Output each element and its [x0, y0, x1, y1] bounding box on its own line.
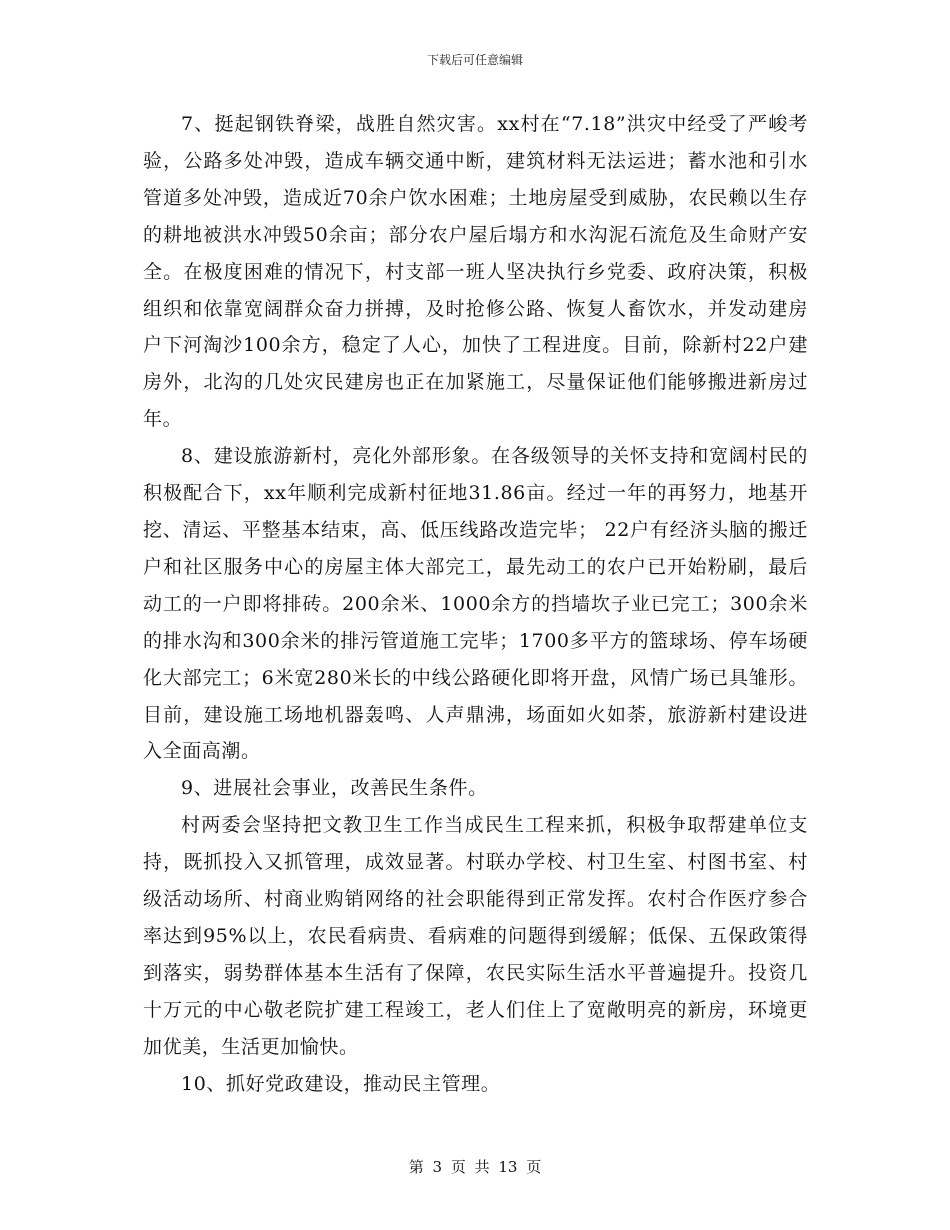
- paragraph-social-affairs: 村两委会坚持把文教卫生工作当成民生工程来抓，积极争取帮建单位支持，既抓投入又抓管理，成效显著。村联办学校、村卫生室、村图书室、村级活动场所、村商业购销网络的社会职能得到正常发挥。农村合作医疗参合率达到95%以上，农民看病贵、看病难的问题得到缓解；低保、五保政策得到落实，弱势群体基本生活有了保障，农民实际生活水平普遍提升。投资几十万元的中心敬老院扩建工程竣工，老人们住上了宽敞明亮的新房，环境更加优美，生活更加愉快。: [143, 814, 808, 1058]
- paragraph-tourism-village: 8、建设旅游新村，亮化外部形象。在各级领导的关怀支持和宽阔村民的积极配合下，xx年顺利完成新村征地31.86亩。经过一年的再努力，地基开挖、清运、平整基本结束，高、低压线路改造完毕； 22户有经济头脑的搬迁户和社区服务中心的房屋主体大部完工，最先动工的农户已开始粉刷，最后动工的一户即将排砖。200余米、1000余方的挡墙坎子业已完工；300余米的排水沟和300余米的排污管道施工完毕；1700多平方的篮球场、停车场硬化大部完工；6米宽280米长的中线公路硬化即将开盘，风情广场已具雏形。目前，建设施工场地机器轰鸣、人声鼎沸，场面如火如荼，旅游新村建设进入全面高潮。: [143, 445, 808, 763]
- paragraph-party-building: 10、抓好党政建设，推动民主管理。: [181, 1072, 501, 1095]
- paragraph-social-heading: 9、进展社会事业，改善民生条件。: [181, 777, 488, 800]
- paragraph-disaster-relief: 7、挺起钢铁脊梁，战胜自然灾害。xx村在“7.18”洪灾中经受了严峻考验，公路多处冲毁，造成车辆交通中断，建筑材料无法运进；蓄水池和引水管道多处冲毁，造成近70余户饮水困难；土地房屋受到威胁，农民赖以生存的耕地被洪水冲毁50余亩；部分农户屋后塌方和水沟泥石流危及生命财产安全。在极度困难的情况下，村支部一班人坚决执行乡党委、政府决策，积极组织和依靠宽阔群众奋力拼搏，及时抢修公路、恢复人畜饮水，并发动建房户下河淘沙100余方，稳定了人心，加快了工程进度。目前，除新村22户建房外，北沟的几处灾民建房也正在加紧施工，尽量保证他们能够搬进新房过年。: [143, 113, 808, 431]
- page-number: 第 3 页 共 13 页: [408, 1158, 542, 1176]
- document-body: [143, 106, 808, 1102]
- page-header: 下载后可任意编辑: [426, 53, 523, 67]
